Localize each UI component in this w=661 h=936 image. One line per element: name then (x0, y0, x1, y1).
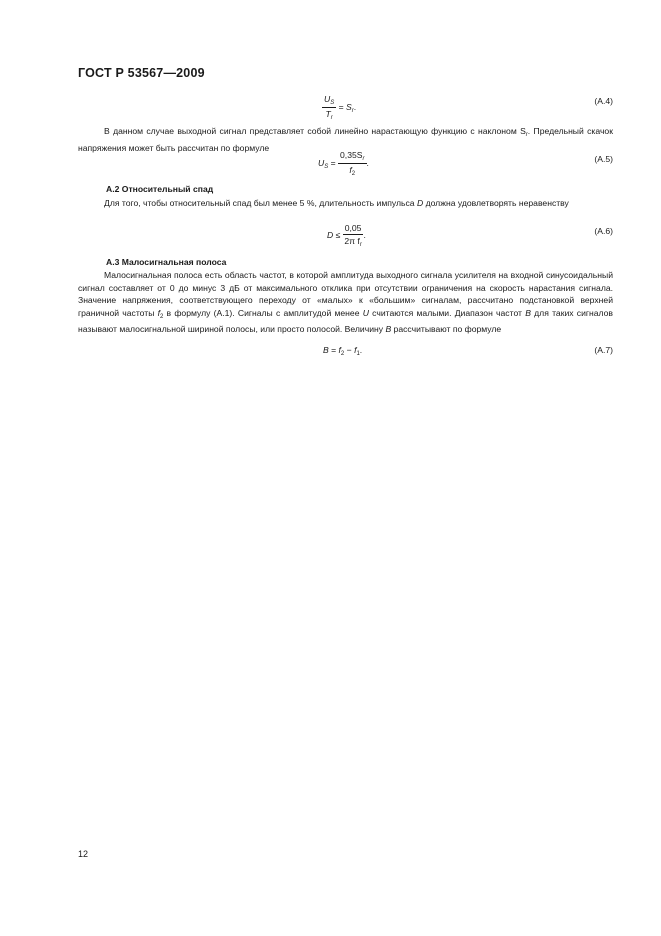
page-number: 12 (78, 849, 89, 859)
equation-a6: D ≤ $\frac{0,05}{2\pi f_r}$ . (327, 223, 366, 248)
equation-number-a7: (A.7) (594, 345, 613, 355)
paragraph-3: Малосигнальная полоса есть область частот, в которой амплитуда выходного сигнала усилителя на входной синусоидальный сигнал составляет от 0 до минус 3 дБ от максимального отклика при отсутствии ограничения на скорость нарастания сигнала. Значение напряжения, соответствующего переходу от «малых» к «большим» сигналам, рассчитано подстановкой верхней граничной частоты $f_2$ в формулу (А.1). Сигналы с амплитудой менее U считаются малыми. Диапазон частот B для таких сигналов называют малосигнальной шириной полосы, или просто полосой. Величину B рассчитывают по формуле (78, 270, 613, 335)
document-header: ГОСТ Р 53567—2009 (78, 66, 205, 80)
fraction: $\frac{0,05}{2\pi f_r}$ (344, 223, 362, 248)
section-heading-a3: А.3 Малосигнальная полоса (106, 257, 227, 267)
fraction: $\frac{U_S}{T_r}$ (324, 94, 335, 121)
paragraph-2: Для того, чтобы относительный спад был менее 5 %, длительность импульса D должна удовлетворять неравенству (104, 198, 569, 208)
section-heading-a2: А.2 Относительный спад (106, 184, 214, 194)
equation-a7: $B = f_2 - f_1$. (323, 345, 363, 357)
equation-a5: $U_S$ = $\frac{0,35S_r}{f_2}$ . (318, 150, 369, 177)
equation-number-a4: (A.4) (594, 96, 613, 106)
equation-a4: $\frac{U_S}{T_r}$ = $S_r$. (324, 94, 357, 121)
paragraph-1: В данном случае выходной сигнал представляет собой линейно нарастающую функцию с наклоном $S_r$. Предельный скачок напряжения может быть рассчитан по формуле (78, 126, 613, 153)
fraction: $\frac{0,35S_r}{f_2}$ (340, 150, 365, 177)
equation-number-a5: (A.5) (594, 154, 613, 164)
equation-number-a6: (A.6) (594, 226, 613, 236)
